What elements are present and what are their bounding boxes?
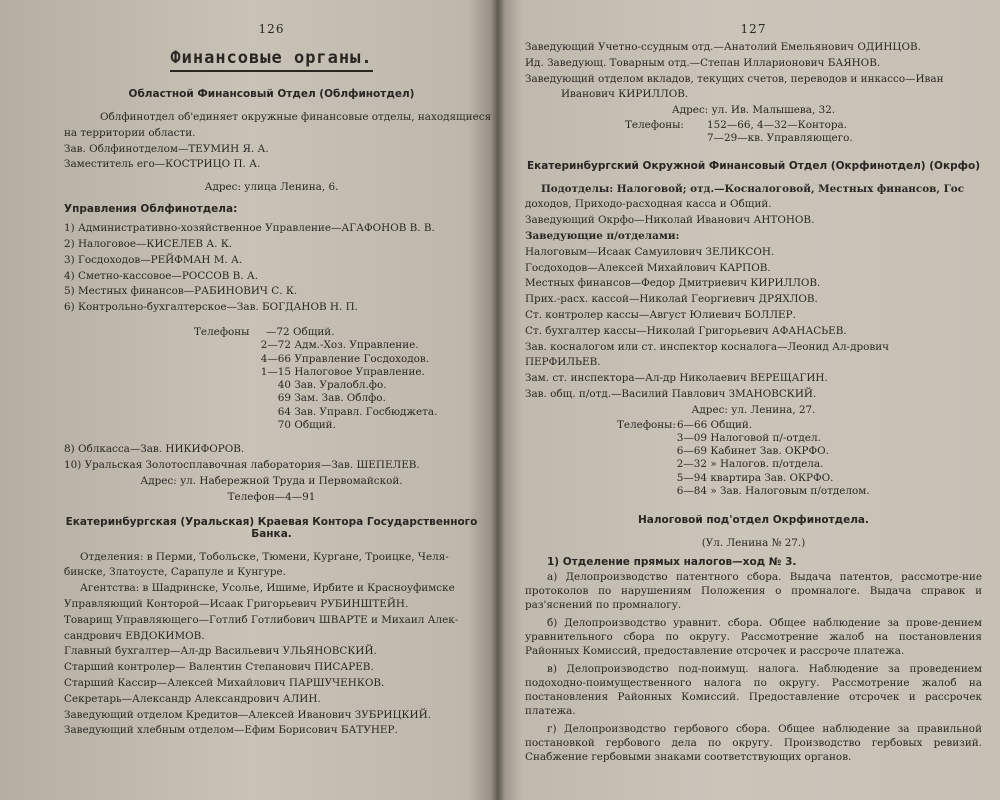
okrfin-line: Налоговым—Исаак Самуилович ЗЕЛИКСОН. <box>525 245 775 258</box>
phone-desc: Управление Госдоходов. <box>294 352 430 365</box>
phones-label: Телефоны: <box>617 418 676 431</box>
tax-heading: Налоговой под'отдел Окрфинотдела. <box>637 514 870 527</box>
phone-number: 64 <box>277 405 291 418</box>
phone-desc: Зав. Управл. Госбюджета. <box>294 405 438 418</box>
tax-address: (Ул. Ленина № 27.) <box>701 537 806 550</box>
okrfin-line: Местных финансов—Федор Дмитриевич КИРИЛЛОВ. <box>525 277 821 290</box>
phone-desc: Общий. <box>294 419 336 432</box>
bank-line: Товарищ Управляющего—Готлиб Готлибович ШВАРТЕ и Михаил Алек- <box>64 613 459 626</box>
phone-number: 5—94 <box>676 471 707 484</box>
phone-entry: 152—66, 4—32—Контора. <box>707 118 848 131</box>
misc-phone: Телефон—4—91 <box>227 490 316 503</box>
bank-line: Старший Кассир—Алексей Михайлович ПАРШУЧЕНКОВ. <box>64 676 385 689</box>
phone-number: 69 <box>277 392 291 405</box>
tax-subheading: 1) Отделение прямых налогов—ход № 3. <box>547 556 797 569</box>
phone-number: 6—84 <box>676 485 707 498</box>
oblfin-phones <box>194 326 479 432</box>
phone-desc: » Зав. Налоговым п/отделом. <box>710 485 870 498</box>
directorate-line: 5) Местных финансов—РАБИНОВИЧ С. К. <box>64 285 298 298</box>
oblfin-staff-line: Зав. Облфинотделом—ТЕУМИН Я. А. <box>64 142 269 155</box>
directorate-line: 1) Административно-хозяйственное Управление—АГАФОНОВ В. В. <box>64 222 435 235</box>
tax-paragraph: в) Делопроизводство под-поимущ. налога. Наблюдение за проведением подоходно-поимущественного налога по округу. Рассмотрение жалоб на постановления Районных Комиссий. Предоставление отсрочек и рассрочек платежа. <box>525 663 982 718</box>
bank-line: Секретарь—Александр Александрович АЛИН. <box>64 692 321 705</box>
bank-line: Агентства: в Шадринске, Усолье, Ишиме, Ирбите и Красноуфимске <box>80 582 455 595</box>
bank-line: Старший контролер— Валентин Степанович ПИСАРЕВ. <box>64 661 374 674</box>
bank-line: Заведующий Учетно-ссудным отд.—Анатолий Емельянович ОДИНЦОВ. <box>525 41 921 53</box>
bank-phones <box>625 119 982 146</box>
oblfin-heading: Областной Финансовый Отдел (Облфинотдел) <box>128 88 415 100</box>
phone-desc: Кабинет Зав. ОКРФО. <box>710 445 829 458</box>
page-number: 126 <box>258 22 285 36</box>
okrfin-line: Подотделы: Налоговой; отд.—Косналоговой, Местных финансов, Гос <box>541 182 965 195</box>
directorates-heading: Управления Облфинотдела: <box>64 203 238 216</box>
section-title <box>64 48 479 68</box>
okrfin-line: Ст. бухгалтер кассы—Николай Григорьевич АФАНАСЬЕВ. <box>525 324 847 337</box>
okrfin-address: Адрес: ул. Ленина, 27. <box>691 403 816 416</box>
oblfin-address: Адрес: улица Ленина, 6. <box>204 181 339 194</box>
phone-number: 40 <box>277 379 291 392</box>
bank-line: Главный бухгалтер—Ал-др Васильевич УЛЬЯНОВСКИЙ. <box>64 645 377 658</box>
phone-number: 3—09 <box>676 431 707 444</box>
directorate-line: 4) Сметно-кассовое—РОССОВ В. А. <box>64 269 259 282</box>
directorate-line: 2) Налоговое—КИСЕЛЕВ А. К. <box>64 237 233 250</box>
phone-number: 70 <box>277 419 291 432</box>
phone-number: 1—15 <box>260 365 291 378</box>
directorate-line: 3) Госдоходов—РЕЙФМАН М. А. <box>64 253 243 266</box>
bank-line: Иванович КИРИЛЛОВ. <box>561 88 689 101</box>
phone-desc: » Налогов. п/отдела. <box>710 458 824 471</box>
phone-desc: Общий. <box>292 325 335 338</box>
bank-line: сандрович ЕВДОКИМОВ. <box>64 629 205 642</box>
okrfin-line: Прих.-расх. кассой—Николай Георгиевич ДРЯХЛОВ. <box>525 293 818 306</box>
misc-line: 10) Уральская Золотосплавочная лаборатория—Зав. ШЕПЕЛЕВ. <box>64 459 420 472</box>
phone-desc: Зам. Зав. Облфо. <box>294 392 386 405</box>
bank-line: Отделения: в Перми, Тобольске, Тюмени, Кургане, Троицке, Челя- <box>80 550 449 563</box>
phone-number: 2—72 <box>260 339 291 352</box>
phone-desc: Общий. <box>710 418 753 431</box>
bank-line: Заведующий отделом вкладов, текущих счетов, переводов и инкассо—Иван <box>525 72 944 85</box>
okrfin-line: Зав. косналогом или ст. инспектор косналога—Леонид Ал-дрович <box>525 340 890 353</box>
okrfin-line: Заведующий Окрфо—Николай Иванович АНТОНОВ. <box>525 214 815 227</box>
tax-paragraph: б) Делопроизводство уравнит. сбора. Общее наблюдение за прове-дением уравнительного сбора по округу. Рассмотрение жалоб на постановления Районных Комиссий, предоставление отсрочек и рассроче платежа. <box>525 617 982 658</box>
directorate-line: 6) Контрольно-бухгалтерское—Зав. БОГДАНОВ Н. П. <box>64 301 358 314</box>
bank-line: Ид. Заведующ. Товарным отд.—Степан Илларионович БАЯНОВ. <box>525 56 881 69</box>
okrfin-phones <box>617 419 982 499</box>
phone-entry: 7—29—кв. Управляющего. <box>707 132 853 145</box>
phone-desc: квартира Зав. ОКРФО. <box>710 471 834 484</box>
section-title-text: Финансовые органы. <box>170 48 372 72</box>
bank-line: бинске, Златоусте, Сарапуле и Кунгуре. <box>64 566 286 579</box>
tax-paragraph: а) Делопроизводство патентного сбора. Выдача патентов, рассмотре-ние протоколов по нарушениям Положения о промналоге. Выдача справок и раз'яснений по промналогу. <box>525 571 982 612</box>
okrfin-line: Госдоходов—Алексей Михайлович КАРПОВ. <box>525 261 771 274</box>
phone-number: 4—66 <box>260 352 291 365</box>
phones-label: Телефоны <box>194 325 250 338</box>
oblfin-staff-line: Заместитель его—КОСТРИЦО П. А. <box>64 158 261 171</box>
left-page <box>0 0 497 800</box>
okrfin-line: Зам. ст. инспектора—Ал-др Николаевич ВЕРЕЩАГИН. <box>525 372 828 385</box>
phone-desc: Адм.-Хоз. Управление. <box>294 339 419 352</box>
bank-line: Заведующий хлебным отделом—Ефим Борисович БАТУНЕР. <box>64 724 398 737</box>
phone-desc: Зав. Уралобл.фо. <box>294 379 387 392</box>
okrfin-line: ПЕРФИЛЬЕВ. <box>525 356 601 369</box>
misc-line: 8) Облкасса—Зав. НИКИФОРОВ. <box>64 443 245 456</box>
misc-address: Адрес: ул. Набережной Труда и Первомайской. <box>140 474 403 487</box>
phone-desc: Налоговое Управление. <box>294 365 425 378</box>
okrfin-line: Зав. общ. п/отд.—Василий Павлович ЗМАНОВСКИЙ. <box>525 387 817 400</box>
phone-number: 6—66 <box>677 418 708 431</box>
bank-line: Управляющий Конторой—Исаак Григорьевич РУБИНШТЕЙН. <box>64 597 409 610</box>
phones-label: Телефоны: <box>625 118 684 131</box>
tax-paragraph: г) Делопроизводство гербового сбора. Общее наблюдение за правильной постановкой гербового дела по округу. Производство гербовых ревизий. Снабжение гербовыми знаками соответствующих органов. <box>525 723 982 764</box>
phone-number: —72 <box>266 325 290 338</box>
bank-heading: Екатеринбургская (Уральская) Краевая Контора Государственного Банка. <box>65 515 478 540</box>
okrfin-line: доходов, Приходо-расходная касса и Общий. <box>525 198 772 211</box>
phone-desc: Налоговой п/-отдел. <box>710 431 821 444</box>
oblfin-intro-line: Облфинотдел об'единяет окружные финансовые отделы, находящиеся <box>100 111 492 123</box>
okrfin-heading: Екатеринбургский Окружной Финансовый Отдел (Окрфинотдел) (Окрфо) <box>526 159 981 172</box>
phone-number: 6—69 <box>676 445 707 458</box>
oblfin-intro-line: на территории области. <box>64 126 196 139</box>
page-number: 127 <box>740 22 767 36</box>
bank-address: Адрес: ул. Ив. Малышева, 32. <box>671 104 836 117</box>
okrfin-line: Ст. контролер кассы—Август Юлиевич БОЛЛЕР. <box>525 308 796 321</box>
okrfin-line: Заведующие п/отделами: <box>525 229 680 242</box>
bank-line: Заведующий отделом Кредитов—Алексей Иванович ЗУБРИЦКИЙ. <box>64 708 431 721</box>
phone-number: 2—32 <box>676 458 707 471</box>
right-page <box>497 0 1000 800</box>
